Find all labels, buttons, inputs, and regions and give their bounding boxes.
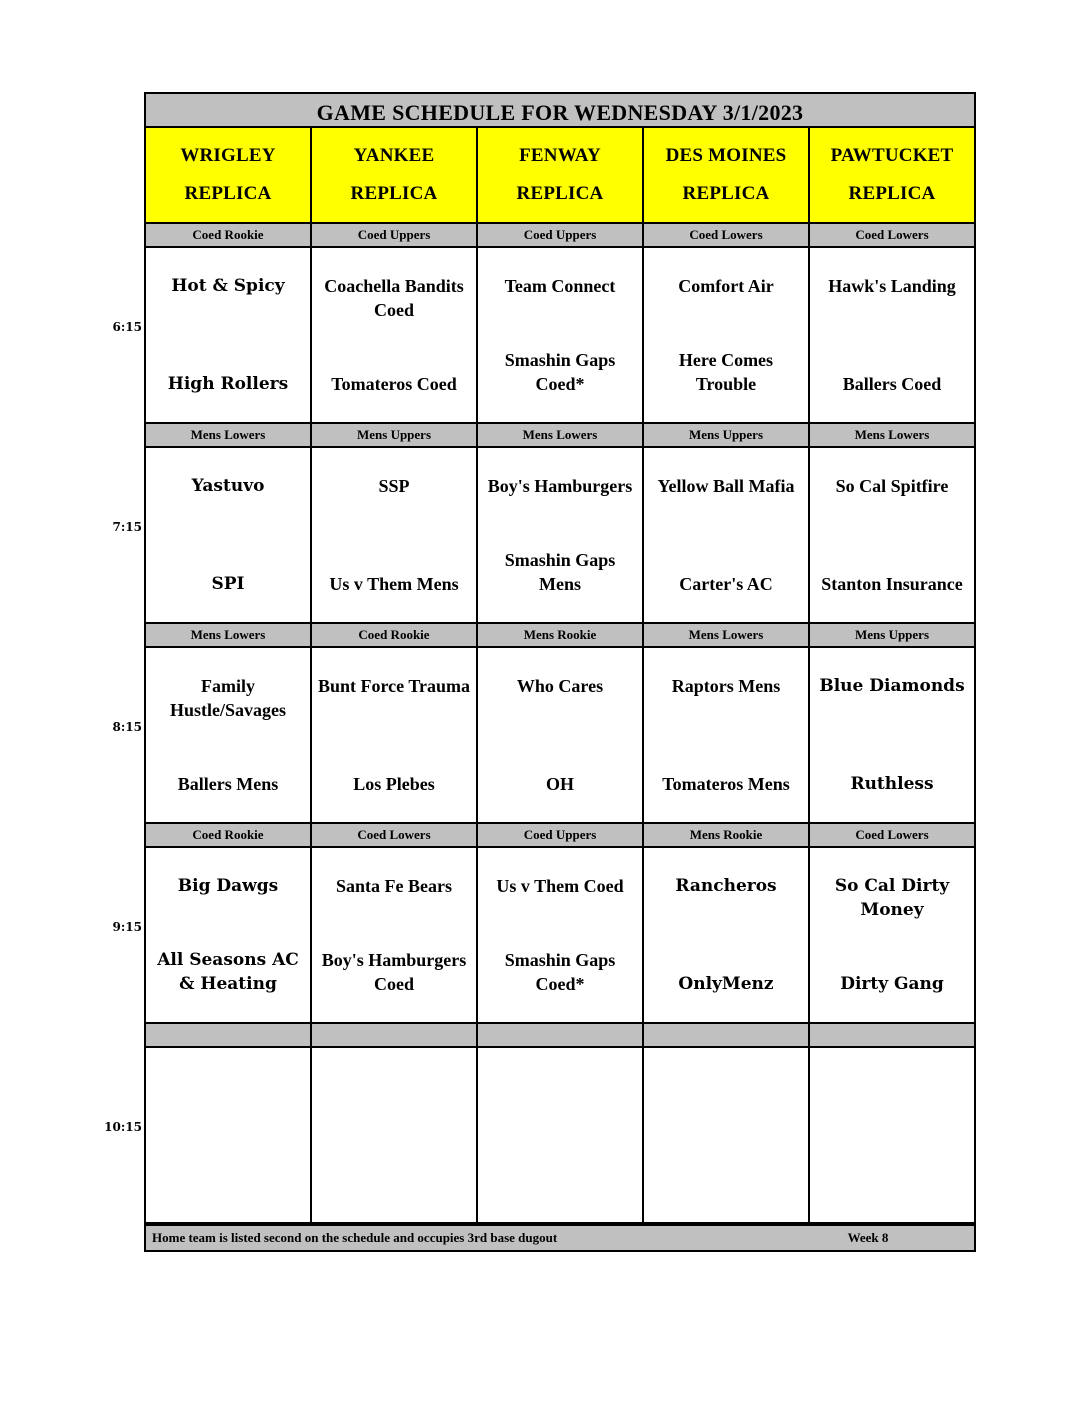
time-label-4: 10:15 (104, 1120, 142, 1134)
game-cell (644, 848, 810, 1022)
time-label-2: 8:15 (112, 720, 142, 734)
home-team: OH (545, 774, 574, 794)
footer-week: Week 8 (847, 1230, 889, 1245)
field-header-4 (810, 128, 974, 222)
home-team: Dirty Gang (840, 974, 944, 994)
game-cell (146, 448, 312, 622)
home-team: All Seasons AC & Heating (157, 950, 299, 994)
game-cell (478, 648, 644, 822)
division-label: Mens Rookie (478, 624, 644, 646)
time-label-0: 6:15 (112, 320, 142, 334)
division-label (478, 1024, 644, 1046)
field-header-1 (312, 128, 478, 222)
time-label-1: 7:15 (112, 520, 142, 534)
away-team: Yastuvo (191, 476, 265, 496)
field-subtitle: REPLICA (350, 183, 438, 204)
home-team: Smashin Gaps Mens (504, 550, 616, 594)
division-label (146, 1024, 312, 1046)
game-cell (810, 648, 974, 822)
away-team: Rancheros (675, 876, 777, 896)
away-team: Comfort Air (678, 276, 774, 296)
division-label: Mens Lowers (810, 424, 974, 446)
field-header-2 (478, 128, 644, 222)
away-team: So Cal Spitfire (835, 476, 949, 496)
division-label: Coed Rookie (146, 224, 312, 246)
game-row-2 (146, 648, 974, 824)
away-team: So Cal Dirty Money (834, 876, 950, 920)
home-team: Stanton Insurance (821, 574, 963, 594)
division-label: Coed Lowers (312, 824, 478, 846)
game-cell (644, 448, 810, 622)
game-cell (478, 448, 644, 622)
field-subtitle: REPLICA (184, 183, 272, 204)
away-team: Who Cares (516, 676, 604, 696)
time-label-3: 9:15 (112, 920, 142, 934)
division-row-1 (146, 424, 974, 448)
away-team: Coachella Bandits Coed (324, 276, 464, 320)
away-team: Yellow Ball Mafia (657, 476, 795, 496)
game-row-1 (146, 448, 974, 624)
game-cell (644, 648, 810, 822)
away-team: Raptors Mens (671, 676, 781, 696)
game-cell (312, 648, 478, 822)
field-subtitle: REPLICA (516, 183, 604, 204)
division-label: Coed Uppers (312, 224, 478, 246)
home-team: SPI (211, 574, 245, 594)
home-team: Boy's Hamburgers Coed (321, 950, 467, 994)
home-team: Smashin Gaps Coed* (504, 350, 616, 394)
division-label: Mens Uppers (644, 424, 810, 446)
field-subtitle: REPLICA (682, 183, 770, 204)
game-cell (312, 1048, 478, 1222)
home-team: Los Plebes (353, 774, 435, 794)
home-team: Here Comes Trouble (678, 350, 774, 394)
game-cell (312, 448, 478, 622)
field-header-3 (644, 128, 810, 222)
away-team: Hawk's Landing (828, 276, 956, 296)
division-row-3 (146, 824, 974, 848)
game-cell (312, 248, 478, 422)
field-header-row (146, 128, 974, 224)
division-label: Coed Lowers (810, 224, 974, 246)
game-row-0 (146, 248, 974, 424)
home-team: OnlyMenz (678, 974, 774, 994)
division-label: Coed Rookie (312, 624, 478, 646)
division-label: Mens Uppers (312, 424, 478, 446)
field-name: DES MOINES (665, 145, 787, 166)
division-row-0 (146, 224, 974, 248)
division-label: Coed Uppers (478, 824, 644, 846)
game-cell (810, 1048, 974, 1222)
away-team: Us v Them Coed (496, 876, 624, 896)
division-label (644, 1024, 810, 1046)
division-label: Mens Lowers (146, 424, 312, 446)
division-row-2 (146, 624, 974, 648)
footer (146, 1224, 974, 1250)
field-name: YANKEE (353, 145, 435, 166)
game-cell (478, 1048, 644, 1222)
away-team: Boy's Hamburgers (487, 476, 633, 496)
home-team: Ballers Mens (177, 774, 279, 794)
division-label: Coed Lowers (810, 824, 974, 846)
field-subtitle: REPLICA (848, 183, 936, 204)
division-label: Mens Lowers (478, 424, 644, 446)
home-team: Carter's AC (679, 574, 773, 594)
away-team: Blue Diamonds (819, 676, 965, 696)
home-team: Smashin Gaps Coed* (504, 950, 616, 994)
game-cell (146, 648, 312, 822)
game-cell (810, 848, 974, 1022)
game-cell (810, 248, 974, 422)
game-row-3 (146, 848, 974, 1024)
division-label (810, 1024, 974, 1046)
division-label: Mens Uppers (810, 624, 974, 646)
home-team: Tomateros Mens (662, 774, 790, 794)
division-label (312, 1024, 478, 1046)
division-label: Mens Rookie (644, 824, 810, 846)
field-name: WRIGLEY (180, 145, 276, 166)
game-cell (644, 248, 810, 422)
away-team: SSP (378, 476, 410, 496)
away-team: Family Hustle/Savages (169, 676, 286, 720)
page-title: GAME SCHEDULE FOR WEDNESDAY 3/1/2023 (146, 94, 974, 128)
game-cell (312, 848, 478, 1022)
schedule-table (104, 92, 976, 1252)
away-team: Big Dawgs (177, 876, 279, 896)
away-team: Team Connect (504, 276, 616, 296)
game-cell (478, 248, 644, 422)
home-team: High Rollers (167, 374, 289, 394)
division-label: Coed Uppers (478, 224, 644, 246)
game-row-4 (146, 1048, 974, 1224)
game-cell (478, 848, 644, 1022)
game-cell (146, 1048, 312, 1222)
game-cell (146, 248, 312, 422)
division-label: Coed Lowers (644, 224, 810, 246)
field-name: FENWAY (519, 145, 601, 166)
home-team: Ruthless (850, 774, 934, 794)
game-cell (810, 448, 974, 622)
game-cell (146, 848, 312, 1022)
home-team: Us v Them Mens (329, 574, 459, 594)
home-team: Tomateros Coed (331, 374, 457, 394)
home-team: Ballers Coed (842, 374, 942, 394)
away-team: Bunt Force Trauma (318, 676, 470, 696)
division-label: Mens Lowers (644, 624, 810, 646)
division-row-4 (146, 1024, 974, 1048)
field-header-0 (146, 128, 312, 222)
away-team: Hot & Spicy (171, 276, 285, 296)
division-label: Coed Rookie (146, 824, 312, 846)
footer-note: Home team is listed second on the schedule and occupies 3rd base dugout (152, 1230, 558, 1245)
division-label: Mens Lowers (146, 624, 312, 646)
field-name: PAWTUCKET (830, 145, 954, 166)
game-cell (644, 1048, 810, 1222)
away-team: Santa Fe Bears (336, 876, 452, 896)
